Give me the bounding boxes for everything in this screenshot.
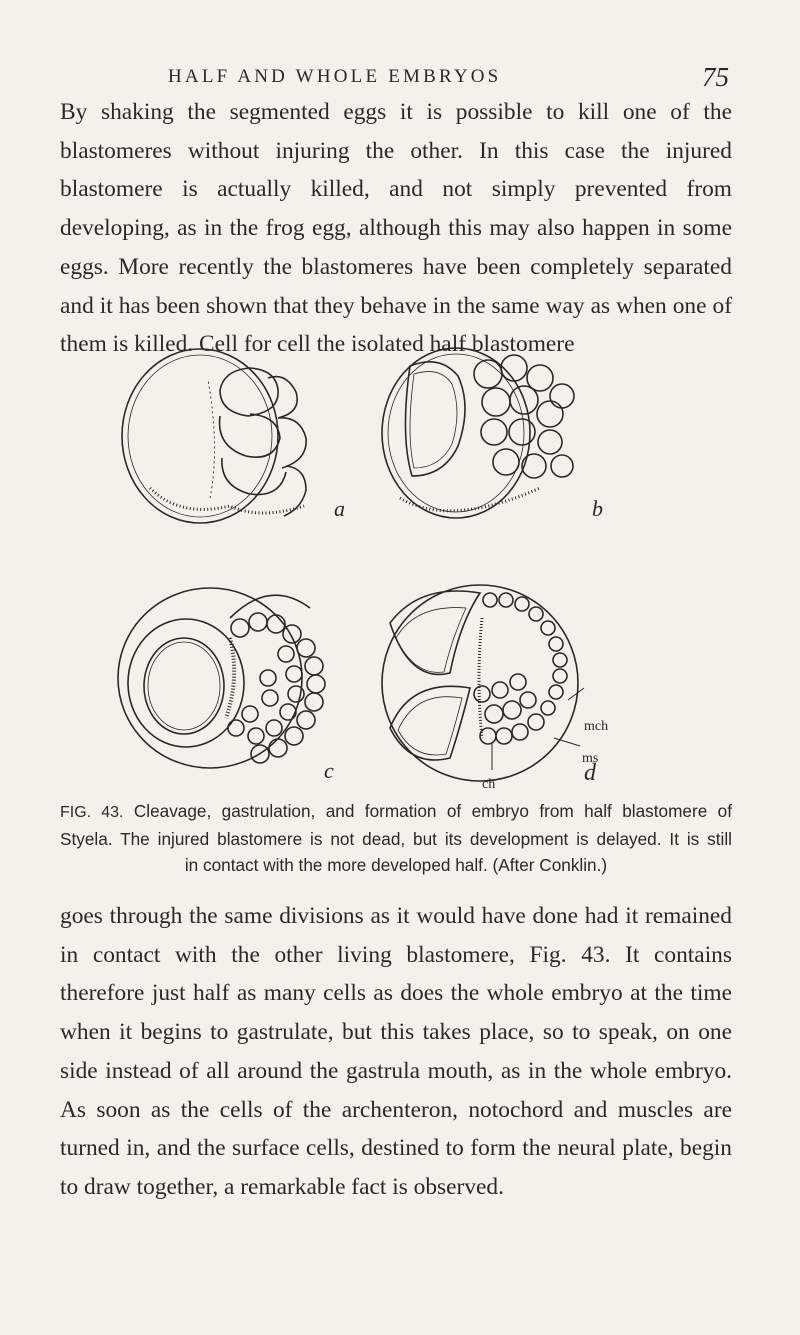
paragraph-1: By shaking the segmented eggs it is possible to kill one of the blastomeres without injuring the other. In this case the injured blastomere is actually killed, and not simply prevented from developing, as in the frog egg, although this may also happen in some eggs. More recently the blastomeres have been completely separated and it has been shown that they behave in the same way as when one of them is killed. Cell for cell the isolated half blastomere [60,99,732,358]
panel-c-drawing [118,588,325,768]
label-ch: ch [482,777,496,792]
caption-line-1: Cleavage, gastrulation, and formation of embryo from half blastomere of [133,801,733,821]
figure-caption [60,798,732,878]
caption-line-3: in contact with the more developed half. (After Conklin.) [184,855,608,875]
panel-a-drawing [122,349,306,523]
label-ms: ms [582,751,599,766]
panel-b-drawing [382,348,574,518]
label-mch: mch [584,719,609,734]
caption-line-2: Styela. The injured blastomere is not dead, but its development is delayed. It is still [60,829,732,849]
caption-prefix: FIG. 43. [60,804,124,821]
panel-label-d: d [584,760,596,786]
running-head: HALF AND WHOLE EMBRYOS [168,66,502,87]
panel-label-c: c [324,758,334,783]
panel-label-a: a [334,496,345,521]
figure-drawings [110,338,630,798]
paragraph-2: goes through the same divisions as it would have done had it remained in contact with the other living blastomere, Fig. 43. It contains therefore just half as many cells as does the whole embryo at the time when it begins to gastrulate, but this takes place, so to speak, on one side instead of all around the gastrula mouth, as in the whole embryo. As soon as the cells of the archenteron, notochord and muscles are turned in, and the surface cells, destined to form the neural plate, begin to draw together, a remarkable fact is observed. [60,903,732,1200]
figure-43 [110,338,630,798]
panel-label-b: b [592,496,603,521]
panel-d-drawing [382,585,584,781]
page-number: 75 [702,62,729,92]
